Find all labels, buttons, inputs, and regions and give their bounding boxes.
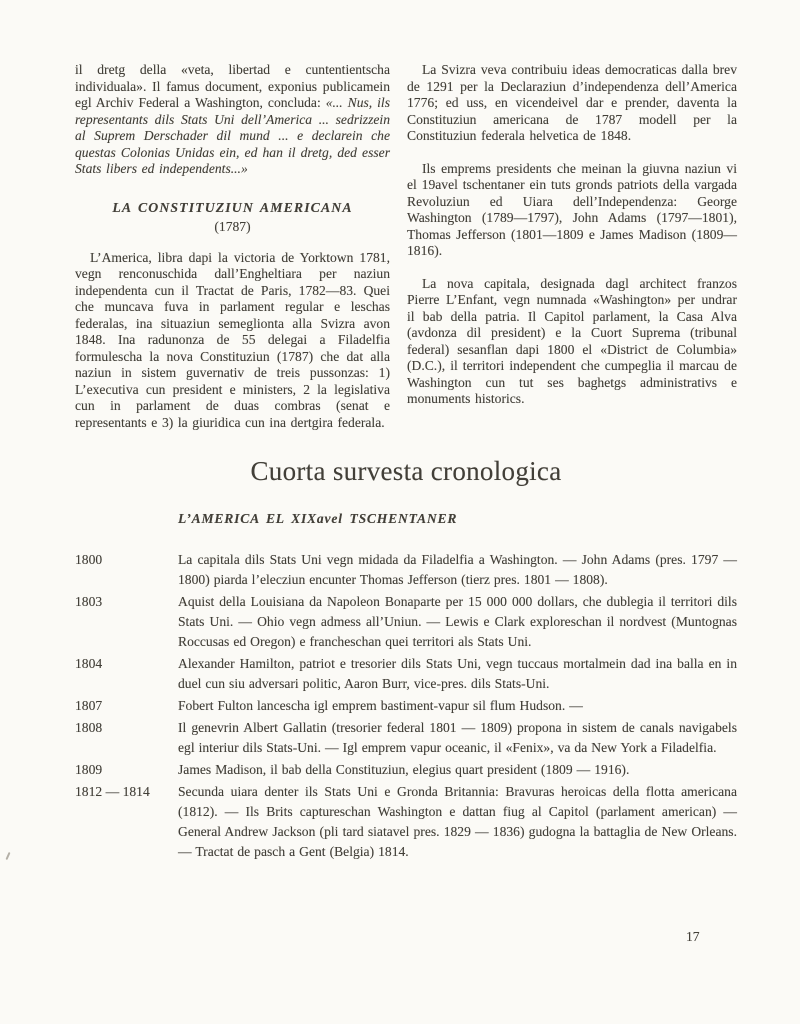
declaration-lead-text: il dretg della «veta, libertad e cuntentientscha individuala». Il famus document, exponius publicamein egl Archiv Federal a Washington, concluda: <box>75 62 390 110</box>
entry-year: 1808 <box>75 720 103 735</box>
section-heading-year: (1787) <box>214 218 251 234</box>
left-paragraph-declaration <box>75 62 390 178</box>
chronology-entry <box>75 654 737 694</box>
chronology-subtitle: L’AMERICA EL XIXavel TSCHENTANER <box>178 511 458 526</box>
chronology-entry <box>75 696 737 716</box>
right-paragraph-presidents: Ils emprems presidents che meinan la giuvna naziun vi el 19avel tschentaner ein tuts gronds patriots della vargada Revoluziun ed Uiara dell’Independenza: George Washington (1789—1797), John Adams (1797—1801), Thomas Jefferson (1801—1809 e James Madison (1809—1816). <box>407 160 737 258</box>
page-content <box>75 62 737 864</box>
entry-text: James Madison, il bab della Constituziun, elegius quart president (1809 — 1916). <box>178 762 630 777</box>
left-paragraph-constitution: L’America, libra dapi la victoria de Yorktown 1781, vegn renconuschida dall’Engheltiara per naziun independenta cun il Tractat de Paris, 1782—83. Quei che muncava fuva in parlament regular e leschas federalas, ina situaziun semeglionta alla Svizra avon 1848. Ina radunonza de 55 delegai a Filadelfia formulescha la nova Constituziun (1787) che dat alla naziun in sistem guvernativ de treis pussonzas: 1) L’executiva cun president e ministers, 2 la legislativa cun in parlament de duas combras (senat e representants e 3) la giuridica cun ina dertgira federala. <box>75 249 390 430</box>
entry-year: 1803 <box>75 594 103 609</box>
entry-text: Alexander Hamilton, patriot e tresorier dils Stats Uni, vegn tuccaus mortalmein dad ina balla en in duel cun siu adversari politic, Aaron Burr, vice-pres. dils Stats-Uni. <box>178 656 737 691</box>
entry-year: 1809 <box>75 762 103 777</box>
chronology-title: Cuorta survesta cronologica <box>250 456 562 486</box>
entry-text: Secunda uiara denter ils Stats Uni e Gronda Britannia: Bravuras heroicas della flotta americana (1812). — Ils Brits captureschan Washington e dattan fiug al Capitol (parlament american) — General Andrew Jackson (pli tard siatavel pres. 1829 — 1836) gudogna la battaglia de New Orleans. — Tractat de pasch a Gent (Belgia) 1814. <box>178 784 737 859</box>
entry-year: 1812 — 1814 <box>75 784 150 799</box>
declaration-quote-text: «... Nus, ils representants dils Stats Uni dell’America ... sedrizzein al Suprem Derschader dil mund ... e declarein che questas Colonias Unidas ein, ed han il dretg, ded esser Stats libers ed independents...» <box>75 95 390 176</box>
entry-year: 1804 <box>75 656 103 671</box>
left-column <box>75 62 390 431</box>
chronology-entry <box>75 592 737 652</box>
page-number: 17 <box>686 929 700 944</box>
chronology-entry <box>75 782 737 862</box>
entry-text: La capitala dils Stats Uni vegn midada da Filadelfia a Washington. — John Adams (pres. 1797 — 1800) piarda l’elecziun encunter Thomas Jefferson (tierz pres. 1801 — 1808). <box>178 552 737 587</box>
chronology-entry <box>75 760 737 780</box>
right-paragraph-capitala: La nova capitala, designada dagl architect franzos Pierre L’Enfant, vegn numnada «Washington» per undrar il bab della patria. Il Capitol parlament, la Casa Alva (avdonza dil president) e la Cuort Suprema (tribunal federal) sesanflan dapi 1800 el «District de Columbia» (D.C.), il territori independent che cumpeglia il marcau de Washington cun tut ses baghetgs administrativs e monuments historics. <box>407 275 737 406</box>
chronology-entry <box>75 718 737 758</box>
chronology-entry <box>75 550 737 590</box>
section-heading-constituziun: LA CONSTITUZIUN AMERICANA <box>112 199 353 215</box>
chronology-list <box>75 550 737 862</box>
entry-text: Il genevrin Albert Gallatin (tresorier federal 1801 — 1809) propona in sistem de canals navigabels egl interiur dils Stats-Uni. — Igl emprem vapur oceanic, il «Fenix», va da New York a Filadelfia. <box>178 720 737 755</box>
right-paragraph-svizra: La Svizra veva contribuiu ideas democraticas dalla brev de 1291 per la Declaraziun d’independenza dell’America 1776; ed uss, en vicendeivel dar e prender, daventa la Constituziun americana de 1787 modell per la Constituziun federala helvetica de 1848. <box>407 62 737 143</box>
entry-text: Fobert Fulton lancescha igl emprem bastiment-vapur sil flum Hudson. — <box>178 698 583 713</box>
two-column-text <box>75 62 737 431</box>
scan-artifact-mark <box>5 852 10 860</box>
entry-year: 1807 <box>75 698 103 713</box>
right-column <box>407 62 737 408</box>
entry-text: Aquist della Louisiana da Napoleon Bonaparte per 15 000 000 dollars, che dublegia il territori dils Stats Uni. — Ohio vegn admess all’Uniun. — Lewis e Clark exploreschan il nordvest (Muntognas Roccusas ed Oregon) e francheschan quei territori als Stats Uni. <box>178 594 737 649</box>
entry-year: 1800 <box>75 552 103 567</box>
